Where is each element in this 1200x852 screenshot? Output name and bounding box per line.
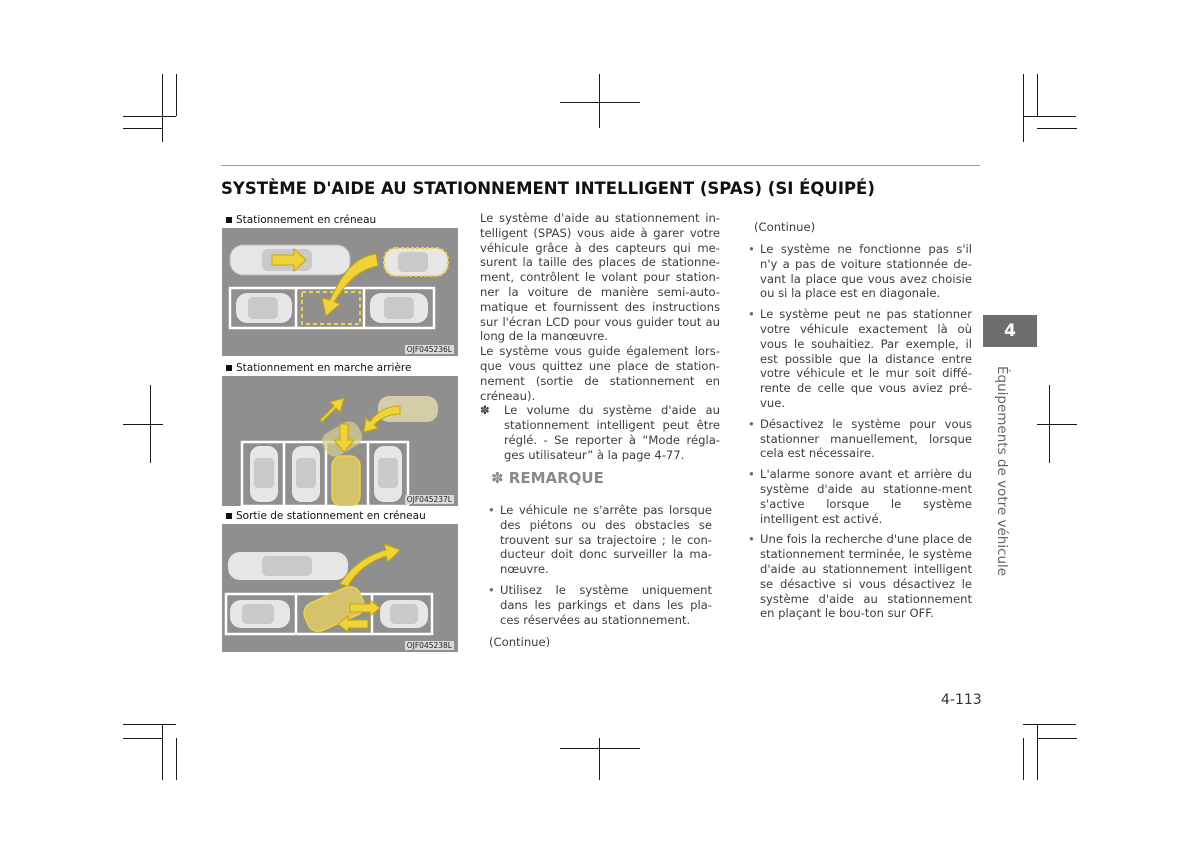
crop-mark xyxy=(1037,128,1077,129)
figure-label-text: Stationnement en créneau xyxy=(236,214,377,226)
intro-paragraph: Le système d'aide au stationnement in-telligent (SPAS) vous aide à garer votre véhicule grâce à des capteurs qui me-surent la taille des places de stationne-ment, contrôlent le volant pour station-ner la voiture de manière semi-auto-matique et fournissent des instructions sur l'écran LCD pour vous guider tout au long de la manœuvre. xyxy=(480,211,720,344)
crop-mark xyxy=(123,738,163,739)
list-item: • L'alarme sonore avant et arrière du système d'aide au stationne-ment s'active lorsque le système intelligent est activé. xyxy=(748,467,972,526)
figure-label-text: Sortie de stationnement en créneau xyxy=(236,510,426,522)
inline-note xyxy=(480,403,720,462)
continue-label-top: (Continue) xyxy=(754,220,816,234)
header-rule xyxy=(221,165,980,166)
chapter-title-text: Équipements de votre véhicule xyxy=(994,366,1010,577)
crop-mark xyxy=(123,724,176,725)
figure-parallel-parking xyxy=(222,228,458,356)
list-item: • Une fois la recherche d'une place de stationnement terminée, le système d'aide au stationnement intelligent se désactive si vous désactivez le système d'aide au stationnement en plaçant le bou-ton sur OFF. xyxy=(748,532,972,621)
crop-mark xyxy=(560,102,640,103)
crop-mark xyxy=(176,74,177,116)
figure-label xyxy=(222,508,458,524)
parallel-exit-illustration xyxy=(222,524,458,652)
list-item: • Le système ne fonctionne pas s'il n'y a pas de voiture stationnée de-vant la place que vous avez choisie ou si la place est en diagonale. xyxy=(748,242,972,301)
chapter-title xyxy=(994,366,1014,576)
crop-mark xyxy=(123,116,176,117)
figure-label-text: Stationnement en marche arrière xyxy=(236,362,412,374)
parallel-parking-illustration xyxy=(222,228,458,356)
square-bullet-icon xyxy=(226,217,232,223)
list-item: • Désactivez le système pour vous stationner manuellement, lorsque cela est nécessaire. xyxy=(748,416,972,461)
list-item: • Utilisez le système uniquement dans les parkings et dans les pla-ces réservées au stationnement. xyxy=(488,582,712,627)
list-item: • Le véhicule ne s'arrête pas lorsque des piétons ou des obstacles se trouvent sur sa trajectoire ; le con-ducteur doit donc surveiller la ma-nœuvre. xyxy=(488,503,712,577)
crop-mark xyxy=(176,738,177,780)
list-item-text: Le véhicule ne s'arrête pas lorsque des piétons ou des obstacles se trouvent sur sa trajectoire ; le con-ducteur doit donc surveiller la ma-nœuvre. xyxy=(500,503,712,577)
list-item-text: Utilisez le système uniquement dans les parkings et dans les pla-ces réservées au stationnement. xyxy=(500,582,712,627)
list-item-text: Désactivez le système pour vous stationner manuellement, lorsque cela est nécessaire. xyxy=(760,416,972,461)
figure-label xyxy=(222,212,458,228)
crop-mark xyxy=(599,738,600,780)
continue-label: (Continue) xyxy=(489,635,551,649)
crop-mark xyxy=(1037,74,1038,116)
figure-code: OJF045238L xyxy=(406,641,452,650)
note-symbol-icon: ✽ xyxy=(480,403,490,418)
square-bullet-icon xyxy=(226,513,232,519)
list-item-text: L'alarme sonore avant et arrière du système d'aide au stationne-ment s'active lorsque le système intelligent est activé. xyxy=(760,467,972,526)
list-item-text: Le système peut ne pas stationner votre véhicule exactement là où vous le souhaitiez. Par exemple, il est possible que la distance entre votre véhicule et le mur soit diffé-rente de celle que vous aviez pré-vue. xyxy=(760,307,972,410)
reverse-parking-illustration xyxy=(222,376,458,506)
intro-text xyxy=(480,211,720,463)
crop-mark xyxy=(123,424,163,425)
list-item: • Le système peut ne pas stationner votre véhicule exactement là où vous le souhaitiez. Par exemple, il est possible que la distance entre votre véhicule et le mur soit diffé-rente de celle que vous aviez pré-vue. xyxy=(748,307,972,410)
intro-paragraph-2: Le système vous guide également lors-que vous quittez une place de station-nement (sortie de stationnement en créneau). xyxy=(480,344,720,403)
page-number: 4-113 xyxy=(941,692,982,708)
remarque-heading: ✽ REMARQUE xyxy=(491,469,604,487)
crop-mark xyxy=(150,385,151,463)
crop-mark xyxy=(1037,724,1038,780)
crop-mark xyxy=(1037,738,1077,739)
remarque-list xyxy=(488,503,712,633)
crop-mark xyxy=(1049,385,1050,463)
chapter-tab: 4 xyxy=(983,315,1037,347)
crop-mark xyxy=(1037,424,1077,425)
figure-parallel-exit xyxy=(222,524,458,652)
figure-label xyxy=(222,360,458,376)
crop-mark xyxy=(162,74,163,142)
crop-mark xyxy=(1023,724,1076,725)
inline-note-text: Le volume du système d'aide au stationnement intelligent peut être réglé. - Se reporter à “Mode régla-ges utilisateur” à la page 4-77. xyxy=(504,403,720,462)
figure-reverse-parking xyxy=(222,376,458,506)
square-bullet-icon xyxy=(226,365,232,371)
right-list xyxy=(748,242,972,627)
crop-mark xyxy=(560,748,640,749)
crop-mark xyxy=(1023,74,1024,142)
figure-code: OJF045237L xyxy=(406,495,452,504)
list-item-text: Le système ne fonctionne pas s'il n'y a pas de voiture stationnée de-vant la place que vous avez choisie ou si la place est en diagonale. xyxy=(760,242,972,301)
list-item-text: Une fois la recherche d'une place de stationnement terminée, le système d'aide au stationnement intelligent se désactive si vous désactivez le système d'aide au stationnement en plaçant le bou-ton sur OFF. xyxy=(760,532,972,621)
crop-mark xyxy=(1023,116,1076,117)
crop-mark xyxy=(162,724,163,780)
crop-mark xyxy=(1023,738,1024,780)
figure-code: OJF045236L xyxy=(406,345,452,354)
crop-mark xyxy=(599,74,600,128)
crop-mark xyxy=(123,128,163,129)
page-title: SYSTÈME D'AIDE AU STATIONNEMENT INTELLIGENT (SPAS) (SI ÉQUIPÉ) xyxy=(221,179,875,198)
